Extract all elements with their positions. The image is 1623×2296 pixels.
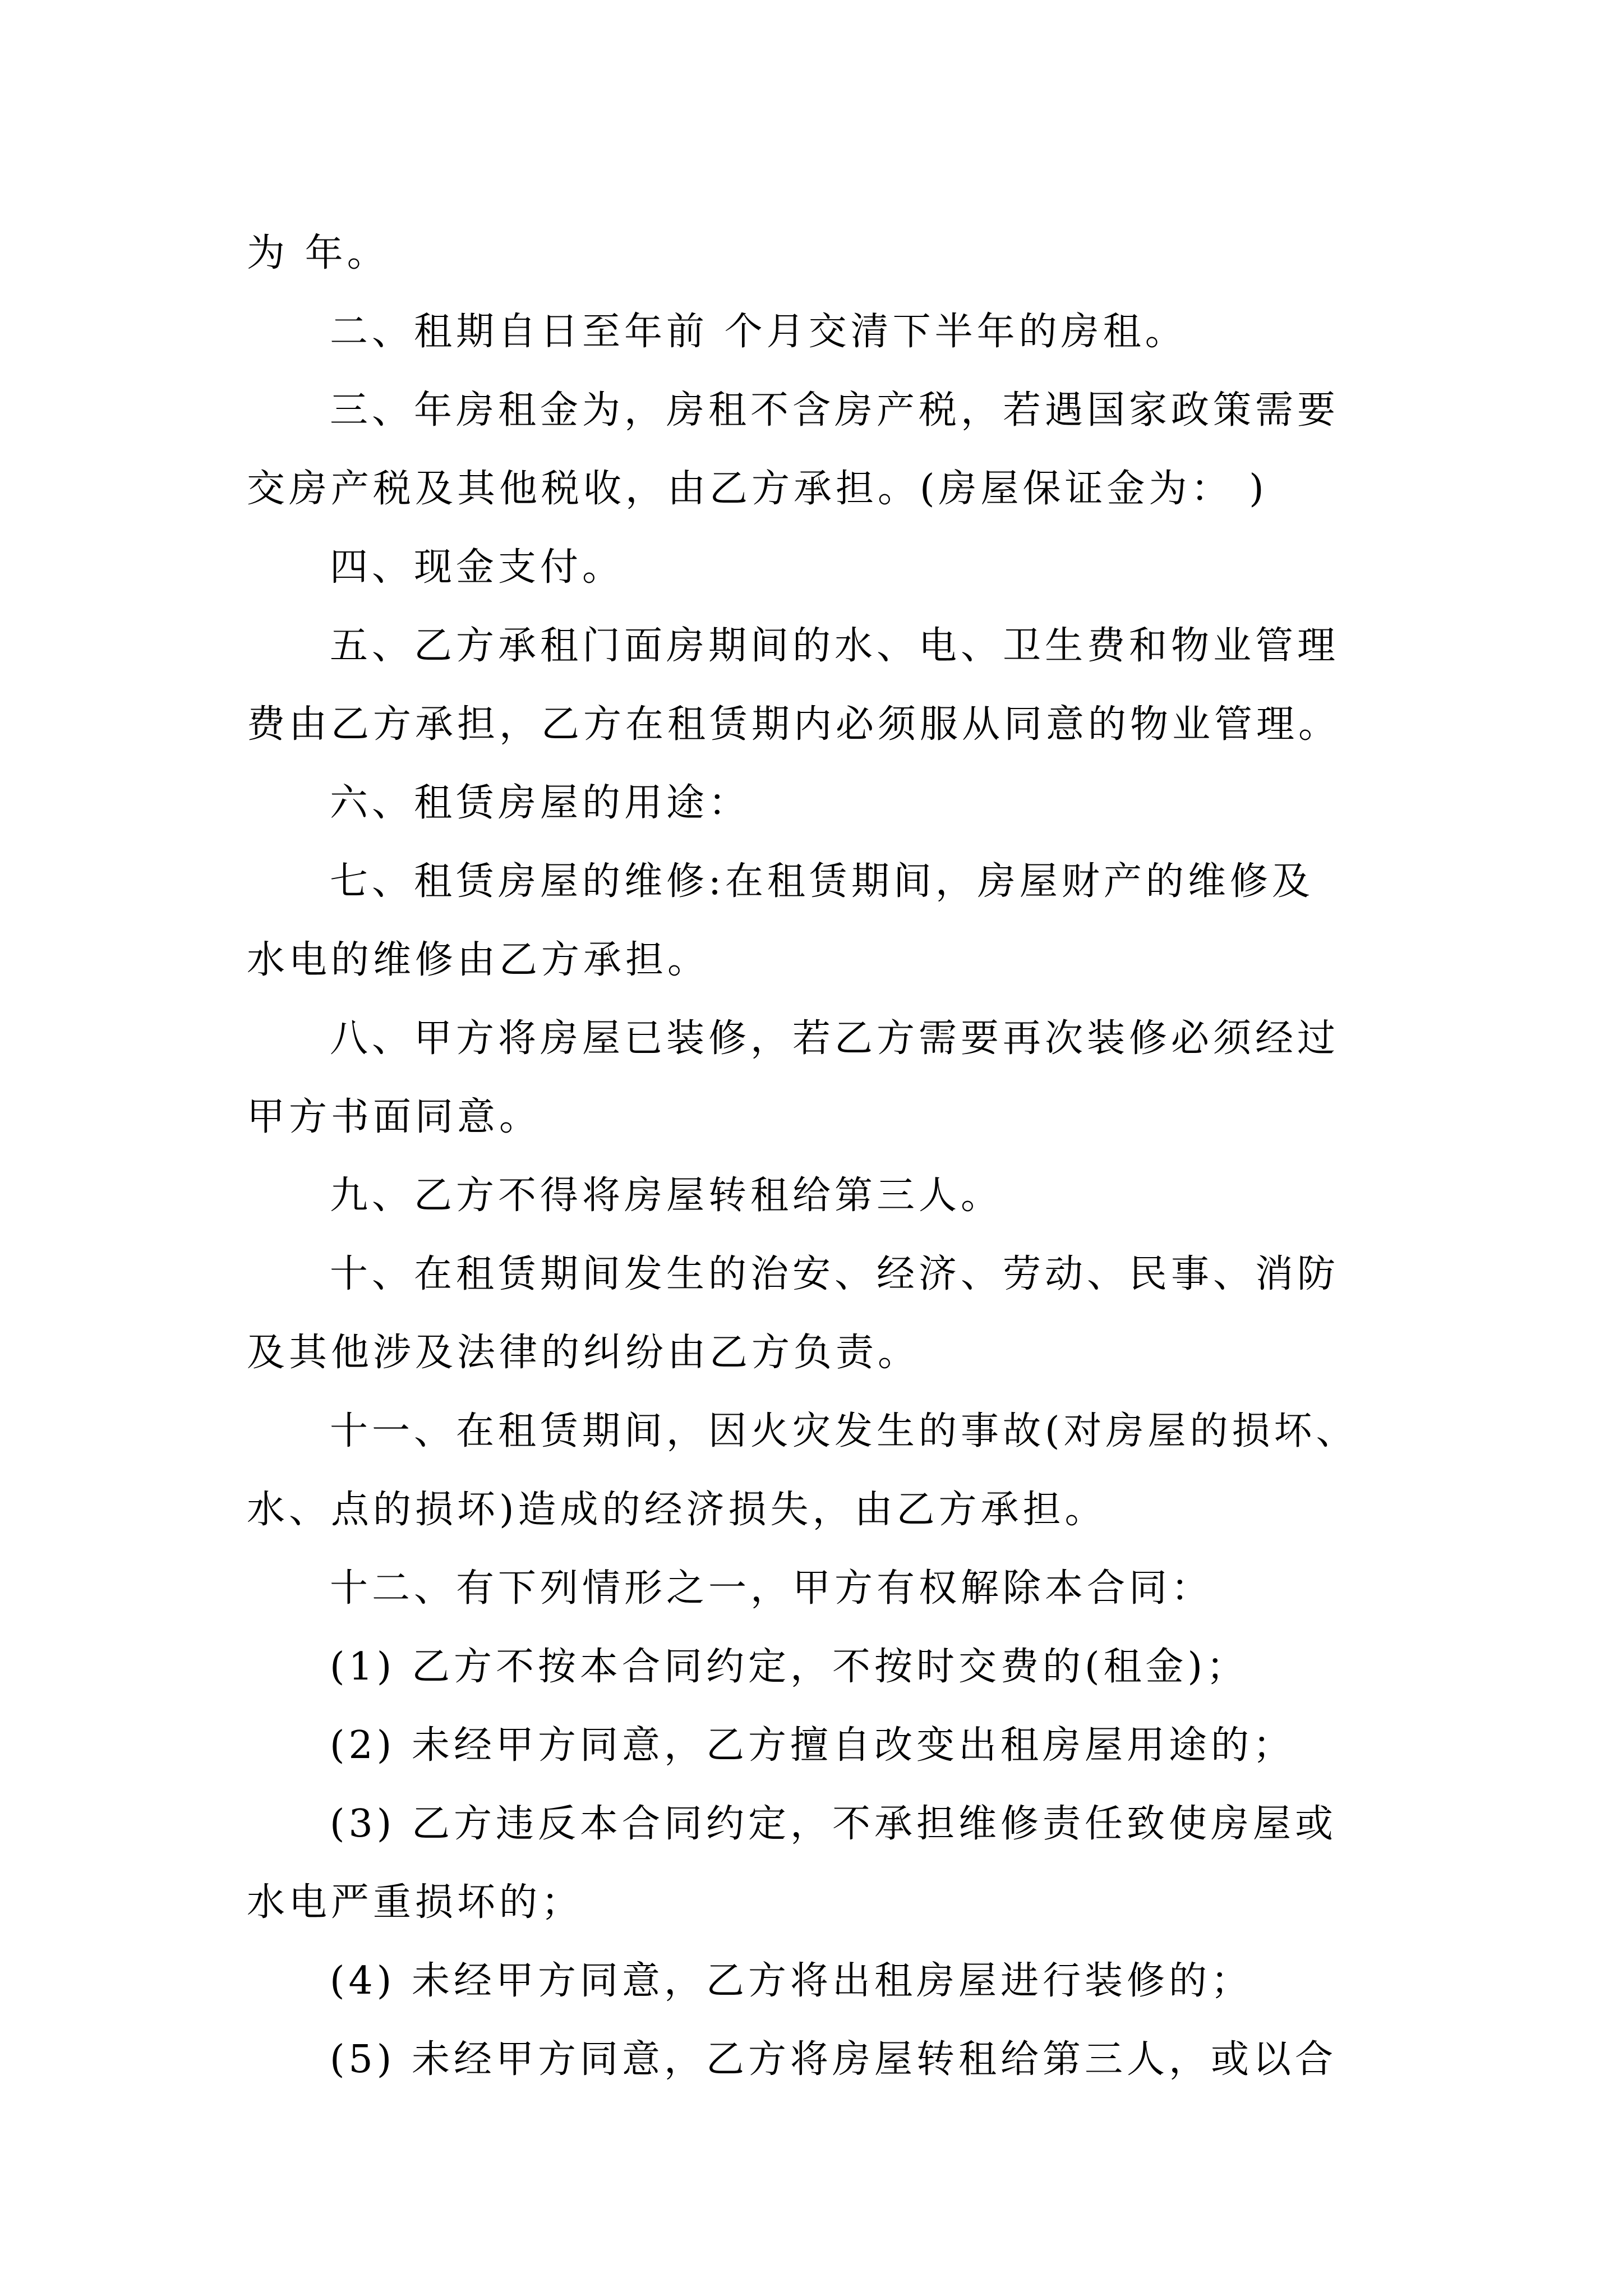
text-line: 水、点的损坏)造成的经济损失，由乙方承担。 [247, 1488, 1107, 1532]
clause-2: 二、租期自日至年前 个月交清下半年的房租。 [330, 310, 1187, 354]
clause-7: 七、租赁房屋的维修:在租赁期间，房屋财产的维修及 [330, 859, 1314, 904]
clause-10: 十、在租赁期间发生的治安、经济、劳动、民事、消防 [330, 1252, 1340, 1296]
clause-4: 四、现金支付。 [330, 545, 625, 590]
document-body [247, 214, 1391, 2099]
clause-9: 九、乙方不得将房屋转租给第三人。 [330, 1174, 1003, 1218]
sub-item-5: (5) 未经甲方同意，乙方将房屋转租给第三人，或以合 [330, 2037, 1337, 2082]
clause-6: 六、租赁房屋的用途： [330, 781, 751, 825]
text-line: 水电的维修由乙方承担。 [247, 938, 710, 982]
text-line: 交房产税及其他税收，由乙方承担。(房屋保证金为： ) [247, 467, 1268, 511]
text-line: 水电严重损坏的； [247, 1880, 584, 1925]
text-line: 甲方书面同意。 [247, 1095, 542, 1139]
clause-12: 十二、有下列情形之一，甲方有权解除本合同： [330, 1566, 1214, 1611]
text-line: 及其他涉及法律的纠纷由乙方负责。 [247, 1331, 920, 1375]
text-line: 费由乙方承担，乙方在租赁期内必须服从同意的物业管理。 [247, 702, 1341, 747]
text-line: 为 年。 [247, 231, 389, 275]
sub-item-3: (3) 乙方违反本合同约定，不承担维修责任致使房屋或 [330, 1802, 1337, 1846]
sub-item-4: (4) 未经甲方同意，乙方将出租房屋进行装修的； [330, 1959, 1253, 2003]
clause-11: 十一、在租赁期间，因火灾发生的事故(对房屋的损坏、 [330, 1409, 1358, 1453]
clause-8: 八、甲方将房屋已装修，若乙方需要再次装修必须经过 [330, 1016, 1340, 1061]
sub-item-1: (1) 乙方不按本合同约定，不按时交费的(租金)； [330, 1645, 1248, 1689]
clause-3: 三、年房租金为，房租不含房产税，若遇国家政策需要 [330, 388, 1340, 432]
clause-5: 五、乙方承租门面房期间的水、电、卫生费和物业管理 [330, 624, 1340, 668]
sub-item-2: (2) 未经甲方同意，乙方擅自改变出租房屋用途的； [330, 1723, 1295, 1768]
